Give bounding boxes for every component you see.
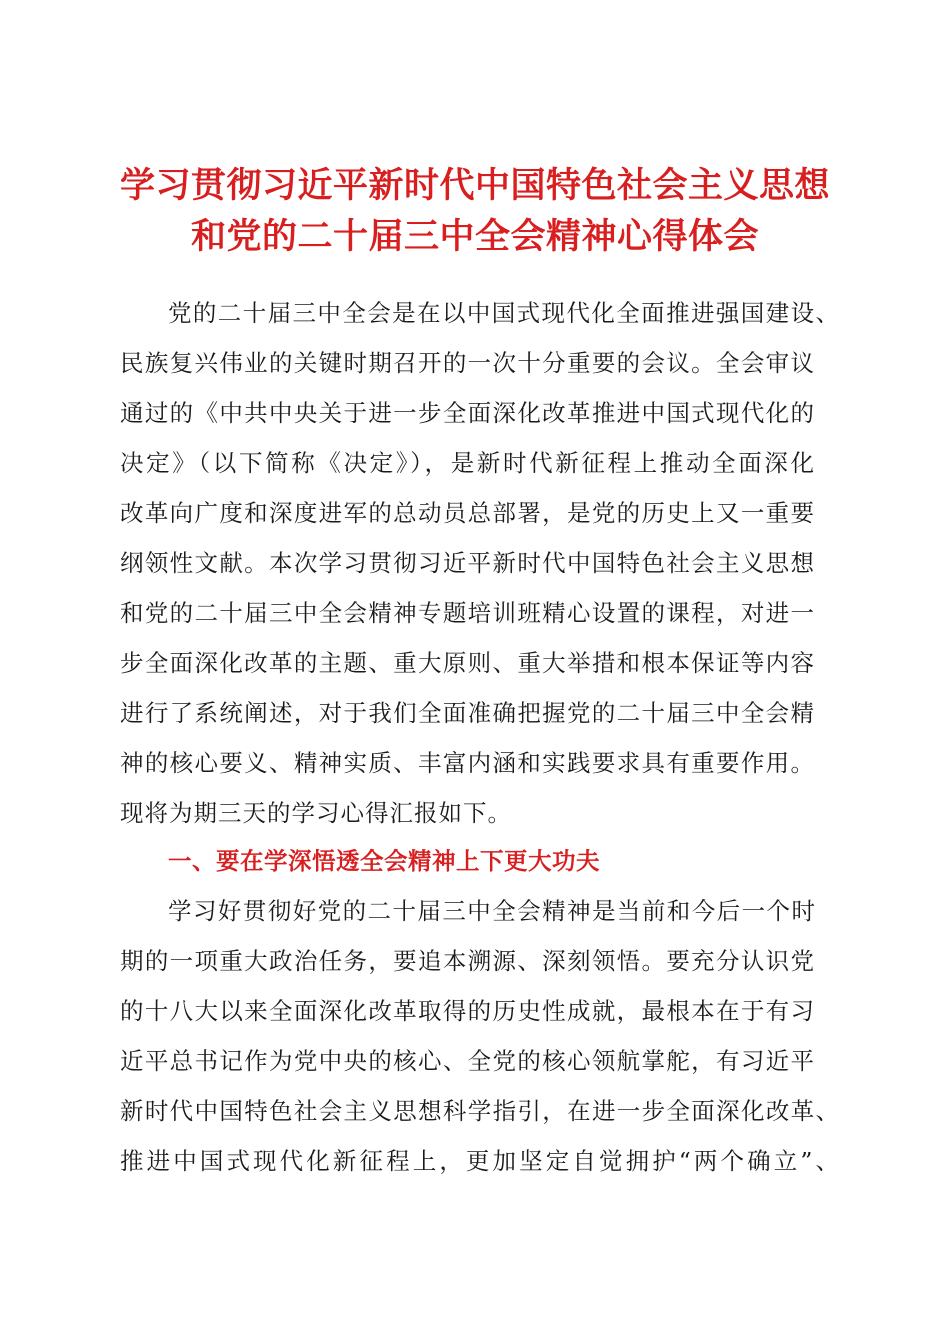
- paragraph-line: 推进中国式现代化新征程上，更加坚定自觉拥护“两个确立”、: [120, 1147, 840, 1175]
- paragraph-line: 和党的二十届三中全会精神专题培训班精心设置的课程，对进一: [120, 599, 815, 627]
- paragraph-line: 进行了系统阐述，对于我们全面准确把握党的二十届三中全会精: [120, 699, 815, 727]
- paragraph-line: 期的一项重大政治任务，要追本溯源、深刻领悟。要充分认识党: [120, 947, 815, 975]
- paragraph-line: 的十八大以来全面深化改革取得的历史性成就，最根本在于有习: [120, 997, 815, 1025]
- document-title-line-2: 和党的二十届三中全会精神心得体会: [190, 216, 759, 257]
- section-heading: 一、要在学深悟透全会精神上下更大功夫: [168, 847, 600, 875]
- paragraph-line: 近平总书记作为党中央的核心、全党的核心领航掌舵，有习近平: [120, 1047, 815, 1075]
- paragraph-line: 新时代中国特色社会主义思想科学指引，在进一步全面深化改革、: [120, 1097, 840, 1125]
- paragraph-line: 现将为期三天的学习心得汇报如下。: [120, 799, 512, 827]
- paragraph-line: 学习好贯彻好党的二十届三中全会精神是当前和今后一个时: [168, 897, 816, 925]
- paragraph-line: 步全面深化改革的主题、重大原则、重大举措和根本保证等内容: [120, 649, 815, 677]
- paragraph-line: 通过的《中共中央关于进一步全面深化改革推进中国式现代化的: [120, 399, 815, 427]
- paragraph-line: 决定》（以下简称《决定》），是新时代新征程上推动全面深化: [120, 449, 815, 477]
- paragraph-line: 民族复兴伟业的关键时期召开的一次十分重要的会议。全会审议: [120, 349, 815, 377]
- paragraph-line: 改革向广度和深度进军的总动员总部署，是党的历史上又一重要: [120, 499, 815, 527]
- paragraph-line: 党的二十届三中全会是在以中国式现代化全面推进强国建设、: [168, 299, 840, 327]
- paragraph-line: 纲领性文献。本次学习贯彻习近平新时代中国特色社会主义思想: [120, 549, 815, 577]
- document-title-line-1: 学习贯彻习近平新时代中国特色社会主义思想: [119, 165, 830, 206]
- paragraph-line: 神的核心要义、精神实质、丰富内涵和实践要求具有重要作用。: [120, 749, 815, 777]
